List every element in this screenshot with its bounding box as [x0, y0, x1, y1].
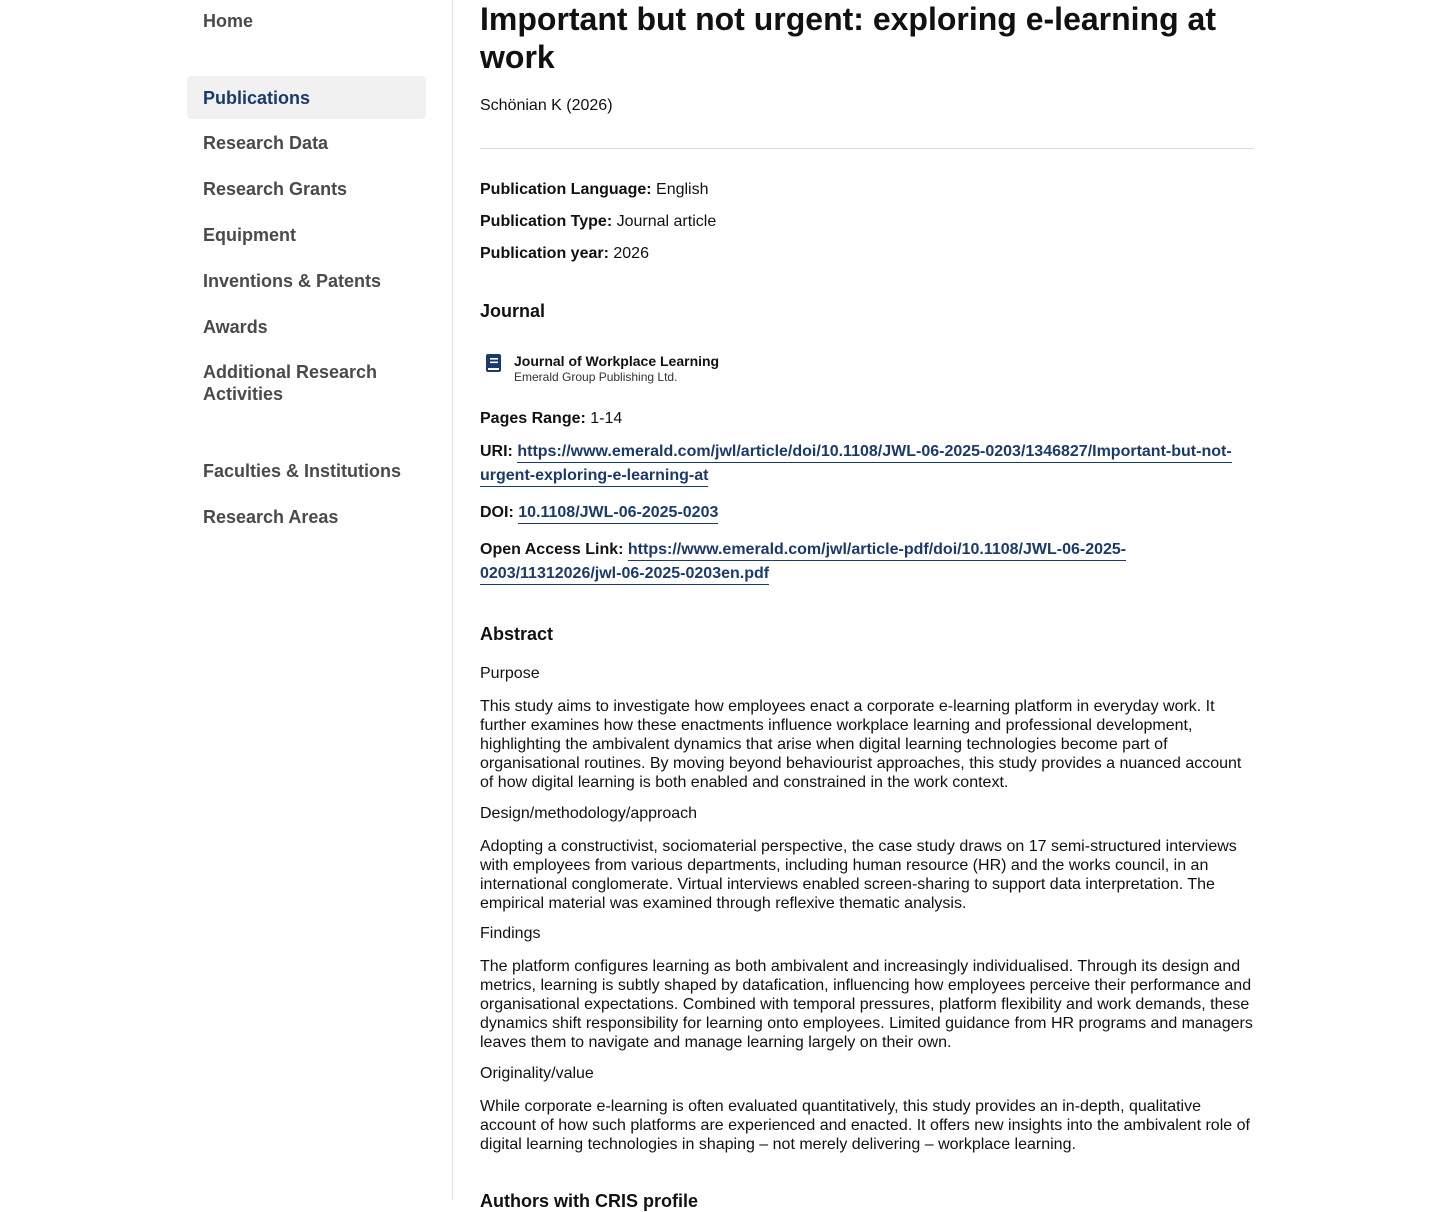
- uri-label: URI:: [480, 443, 513, 460]
- publication-year: [480, 244, 649, 264]
- publication-type-value: Journal article: [616, 213, 717, 230]
- page-title: Important but not urgent: exploring e-learning at work: [480, 1, 1216, 75]
- authors-line: Schönian K (2026): [480, 97, 613, 114]
- pages-range: [480, 409, 622, 429]
- abstract-purpose-label: Purpose: [480, 665, 540, 682]
- pages-range-value: 1-14: [590, 410, 623, 427]
- pages-range-label: Pages Range:: [480, 410, 586, 427]
- publication-language-value: English: [656, 181, 709, 198]
- open-access-row: [480, 538, 1140, 586]
- sidebar-item-research-grants[interactable]: Research Grants: [203, 179, 348, 199]
- abstract-design-text: Adopting a constructivist, sociomaterial perspective, the case study draws on 17 semi-structured interviews with employees from various departments, including human resource (HR) and the works council, in an international conglomerate. Virtual interviews enabled screen-sharing to support data interpretation. The empirical material was examined through reflexive thematic analysis.: [480, 838, 1237, 912]
- sidebar-item-awards[interactable]: Awards: [203, 317, 268, 337]
- journal-info: [514, 352, 719, 385]
- abstract-purpose-text: This study aims to investigate how employees enact a corporate e-learning platform in everyday work. It further examines how these enactments influence workplace learning and professional development, highlighting the ambivalent dynamics that arise when digital learning technologies become part of organisational routines. By moving beyond behaviourist approaches, this study provides a nuanced account of how digital learning is both enabled and constrained in the work context.: [480, 698, 1242, 791]
- publication-type-label: Publication Type:: [480, 213, 613, 230]
- abstract-findings-label: Findings: [480, 925, 541, 942]
- uri-row: [480, 440, 1254, 488]
- abstract-originality-text: While corporate e-learning is often evaluated quantitatively, this study provides an in-depth, qualitative account of how such platforms are experienced and enacted. It offers new insights into the ambivalent role of digital learning technologies in shaping – not merely delivering – workplace learning.: [480, 1098, 1250, 1153]
- sidebar-item-research-data[interactable]: Research Data: [203, 133, 329, 153]
- publication-language-label: Publication Language:: [480, 181, 652, 198]
- doi-label: DOI:: [480, 504, 514, 521]
- journal-card[interactable]: [484, 352, 719, 385]
- journal-publisher: Emerald Group Publishing Ltd.: [514, 370, 678, 384]
- journal-heading: Journal: [480, 301, 546, 321]
- publication-type: [480, 212, 716, 232]
- doi-row: [480, 501, 1254, 525]
- book-icon: [484, 353, 504, 373]
- authors-cris-heading: Authors with CRIS profile: [480, 1191, 698, 1211]
- sidebar-item-additional-research-activities[interactable]: Additional Research Activities: [203, 362, 378, 404]
- sidebar-item-equipment[interactable]: Equipment: [203, 225, 296, 245]
- open-access-link[interactable]: https://www.emerald.com/jwl/article-pdf/doi/10.1108/JWL-06-2025-0203/11312026/jwl-06-2025-0203en.pdf: [480, 541, 1126, 585]
- abstract-heading: Abstract: [480, 624, 554, 644]
- sidebar-nav: [0, 0, 453, 1200]
- sidebar-item-inventions-patents[interactable]: Inventions & Patents: [203, 271, 382, 291]
- sidebar-item-home[interactable]: Home: [203, 11, 254, 31]
- publication-year-value: 2026: [613, 245, 649, 262]
- publication-year-label: Publication year:: [480, 245, 609, 262]
- open-access-label: Open Access Link:: [480, 541, 624, 558]
- abstract-findings-text: The platform configures learning as both ambivalent and increasingly individualised. Through its design and metrics, learning is subtly shaped by datafication, influencing how employees perceive their performance and organisational expectations. Combined with temporal pressures, platform flexibility and work demands, these dynamics shift responsibility for learning onto employees. Limited guidance from HR programs and managers leaves them to navigate and manage learning largely on their own.: [480, 958, 1253, 1051]
- doi-link[interactable]: 10.1108/JWL-06-2025-0203: [518, 504, 718, 524]
- sidebar-item-publications[interactable]: Publications: [187, 76, 426, 119]
- publication-language: [480, 180, 709, 200]
- uri-link[interactable]: https://www.emerald.com/jwl/article/doi/10.1108/JWL-06-2025-0203/1346827/Important-but-not-urgent-exploring-e-learning-at: [480, 443, 1232, 487]
- sidebar-item-research-areas[interactable]: Research Areas: [203, 507, 339, 527]
- sidebar-item-faculties-institutions[interactable]: Faculties & Institutions: [203, 461, 402, 481]
- abstract-design-label: Design/methodology/approach: [480, 805, 698, 822]
- journal-name[interactable]: Journal of Workplace Learning: [514, 353, 720, 369]
- abstract-originality-label: Originality/value: [480, 1065, 594, 1082]
- divider: [480, 148, 1254, 149]
